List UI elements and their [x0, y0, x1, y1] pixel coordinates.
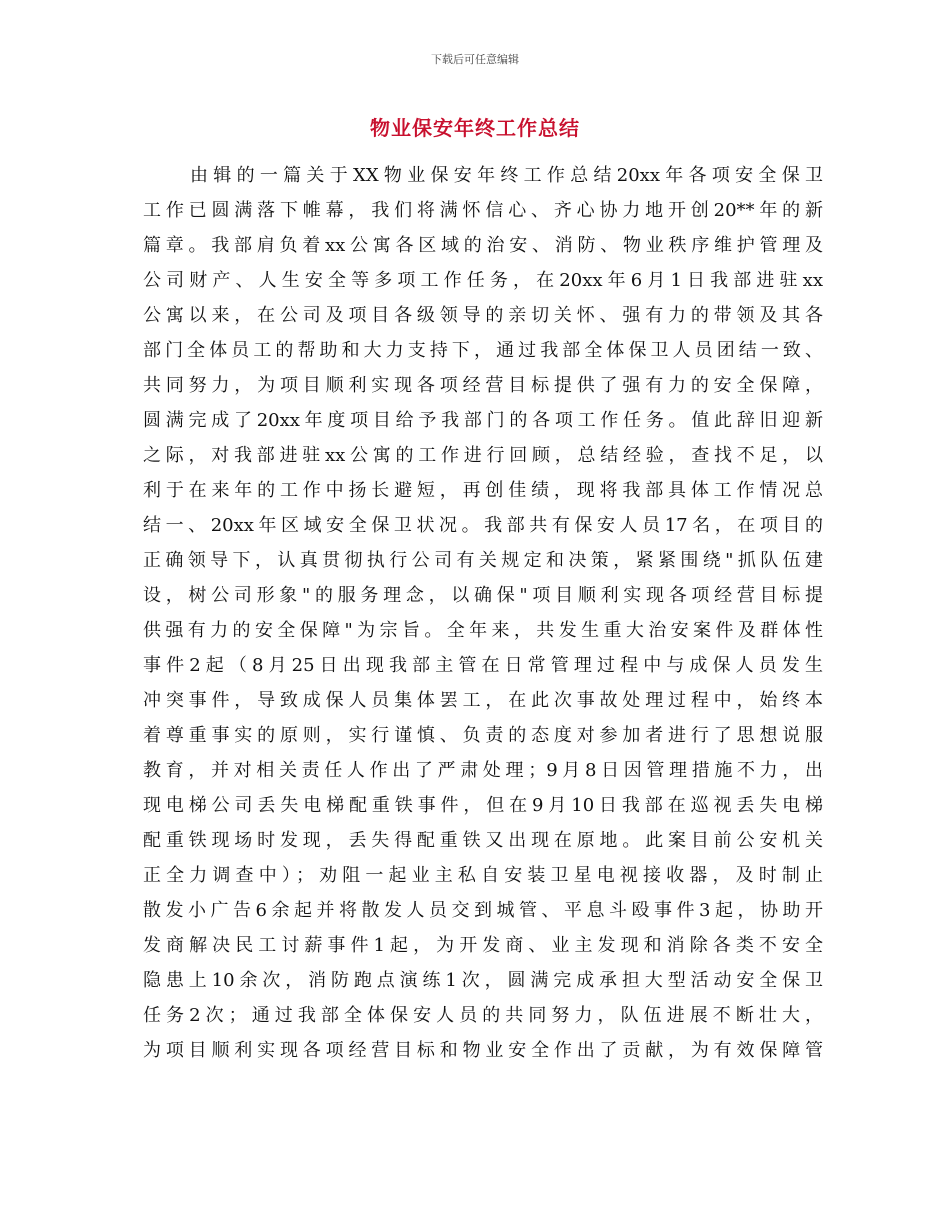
body-line: 篇章。我部肩负着xx公寓各区域的治安、消防、物业秩序维护管理及: [143, 235, 823, 256]
body-paragraph: [143, 158, 823, 1068]
body-line: 事件2起（8月25日出现我部主管在日常管理过程中与成保人员发生: [143, 655, 823, 676]
body-line: 公寓以来，在公司及项目各级领导的亲切关怀、强有力的带领及其各: [143, 305, 823, 326]
page-title: 物业保安年终工作总结: [370, 116, 580, 140]
body-line: 工作已圆满落下帷幕，我们将满怀信心、齐心协力地开创20**年的新: [143, 200, 823, 221]
body-line: 发商解决民工讨薪事件1起，为开发商、业主发现和消除各类不安全: [143, 935, 823, 956]
body-line: 冲突事件，导致成保人员集体罢工，在此次事故处理过程中，始终本: [143, 690, 823, 711]
body-line: 教育，并对相关责任人作出了严肃处理；9月8日因管理措施不力，出: [143, 760, 823, 781]
body-line: 任务2次；通过我部全体保安人员的共同努力，队伍进展不断壮大，: [143, 1005, 823, 1026]
body-line: 着尊重事实的原则，实行谨慎、负责的态度对参加者进行了思想说服: [143, 725, 823, 746]
body-line: 共同努力，为项目顺利实现各项经营目标提供了强有力的安全保障，: [143, 375, 823, 396]
body-line: 正确领导下，认真贯彻执行公司有关规定和决策，紧紧围绕"抓队伍建: [143, 550, 823, 571]
body-line: 公司财产、人生安全等多项工作任务，在20xx年6月1日我部进驻xx: [143, 270, 823, 291]
body-line: 由辑的一篇关于XX物业保安年终工作总结20xx年各项安全保卫: [190, 165, 823, 186]
body-line: 隐患上10余次，消防跑点演练1次，圆满完成承担大型活动安全保卫: [143, 970, 823, 991]
body-line: 圆满完成了20xx年度项目给予我部门的各项工作任务。值此辞旧迎新: [143, 410, 823, 431]
body-line: 为项目顺利实现各项经营目标和物业安全作出了贡献，为有效保障管: [143, 1040, 823, 1061]
body-line: 利于在来年的工作中扬长避短，再创佳绩，现将我部具体工作情况总: [143, 480, 823, 501]
body-line: 散发小广告6余起并将散发人员交到城管、平息斗殴事件3起，协助开: [143, 900, 823, 921]
body-line: 现电梯公司丢失电梯配重铁事件，但在9月10日我部在巡视丢失电梯: [143, 795, 823, 816]
body-line: 部门全体员工的帮助和大力支持下，通过我部全体保卫人员团结一致、: [143, 340, 823, 361]
body-line: 供强有力的安全保障"为宗旨。全年来，共发生重大治安案件及群体性: [143, 620, 823, 641]
body-line: 正全力调查中）；劝阻一起业主私自安装卫星电视接收器，及时制止: [143, 865, 823, 886]
body-line: 配重铁现场时发现，丢失得配重铁又出现在原地。此案目前公安机关: [143, 830, 823, 851]
body-line: 设，树公司形象"的服务理念，以确保"项目顺利实现各项经营目标提: [143, 585, 823, 606]
body-line: 结一、20xx年区域安全保卫状况。我部共有保安人员17名，在项目的: [143, 515, 823, 536]
body-line: 之际，对我部进驻xx公寓的工作进行回顾，总结经验，查找不足，以: [143, 445, 823, 466]
header-note: 下载后可任意编辑: [431, 53, 519, 66]
